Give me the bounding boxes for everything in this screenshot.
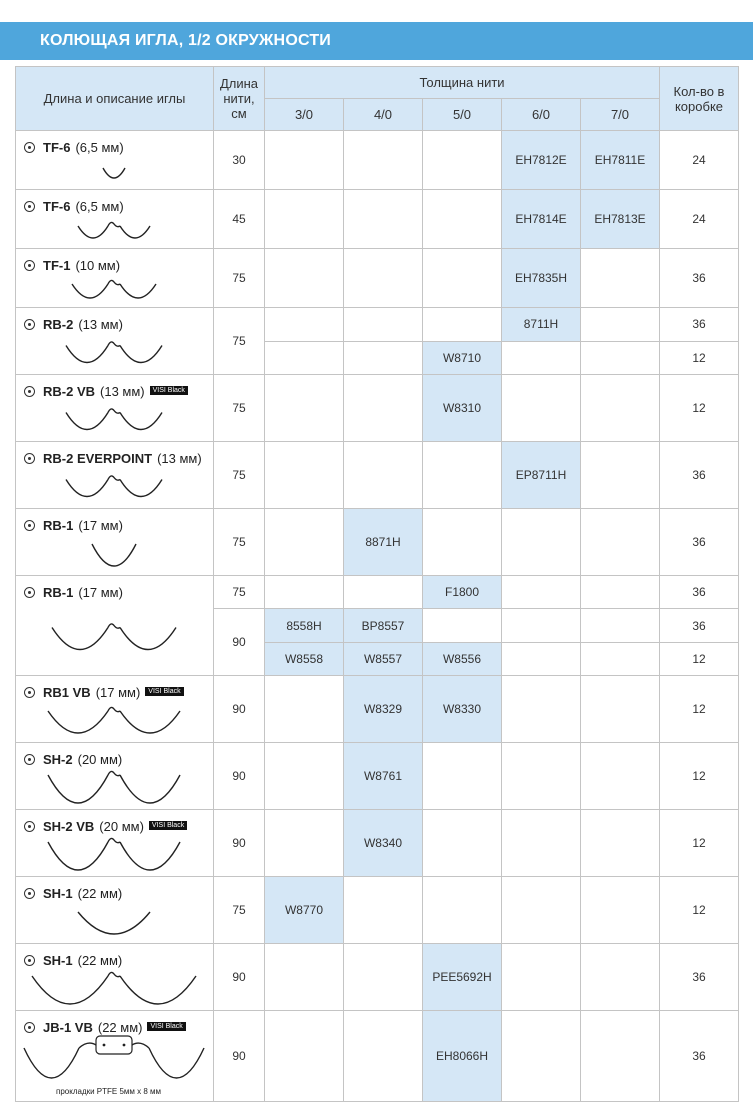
col-desc-header: Длина и описание иглы (16, 67, 214, 131)
needle-curve-icon (16, 576, 212, 675)
product-code: W8710 (423, 341, 502, 375)
needle-table (15, 66, 739, 1102)
product-code: EH8066H (423, 1011, 502, 1102)
product-code: W8558 (265, 643, 344, 676)
thread-length: 75 (214, 375, 265, 442)
product-code: W8310 (423, 375, 502, 442)
table-row (16, 375, 739, 442)
product-code (344, 576, 423, 609)
needle-description (16, 509, 214, 576)
needle-size: (17 мм) (78, 518, 123, 533)
box-quantity: 12 (660, 877, 739, 944)
box-quantity: 12 (660, 375, 739, 442)
table-row (16, 249, 739, 308)
needle-size: (22 мм) (77, 953, 123, 968)
needle-name: SH-1 (43, 953, 73, 968)
thread-length: 75 (214, 308, 265, 375)
table-row (16, 509, 739, 576)
product-code (581, 944, 660, 1011)
product-code: EP8711H (502, 442, 581, 509)
box-quantity: 36 (660, 509, 739, 576)
needle-curve-icon (16, 308, 212, 374)
table-row (16, 442, 739, 509)
product-code (423, 190, 502, 249)
product-code: PEE5692H (423, 944, 502, 1011)
needle-description (16, 743, 214, 810)
product-code (502, 810, 581, 877)
thread-length: 90 (214, 609, 265, 676)
box-quantity: 24 (660, 190, 739, 249)
needle-curve-icon (16, 442, 212, 508)
product-code (265, 676, 344, 743)
product-code (265, 810, 344, 877)
box-quantity: 36 (660, 249, 739, 308)
product-code: 8711H (502, 308, 581, 342)
needle-size: (22 мм) (77, 886, 123, 901)
needle-curve-icon (16, 249, 212, 307)
product-code: EH7811E (581, 131, 660, 190)
table-row (16, 131, 739, 190)
product-code (265, 944, 344, 1011)
product-code (344, 442, 423, 509)
pad-note: прокладки PTFE 5мм x 8 мм (56, 1087, 162, 1096)
needle-name: SH-2 (43, 752, 73, 767)
product-code (502, 375, 581, 442)
product-code (502, 944, 581, 1011)
thread-length: 90 (214, 810, 265, 877)
needle-name: SH-1 (43, 886, 73, 901)
needle-name: RB-2 EVERPOINT (43, 451, 153, 466)
product-code: W8556 (423, 643, 502, 676)
thread-length: 30 (214, 131, 265, 190)
needle-description (16, 131, 214, 190)
product-code (502, 609, 581, 643)
product-code (502, 743, 581, 810)
product-code (423, 442, 502, 509)
needle-size: (17 мм) (78, 585, 123, 600)
table-row (16, 676, 739, 743)
product-code (581, 308, 660, 342)
product-code (502, 341, 581, 375)
col-size-header: 5/0 (423, 99, 502, 131)
product-code (581, 877, 660, 944)
box-quantity: 12 (660, 743, 739, 810)
needle-name: TF-6 (43, 140, 71, 155)
section-header (0, 22, 753, 60)
product-code (344, 308, 423, 342)
product-code (423, 609, 502, 643)
table-row (16, 308, 739, 342)
table-row (16, 810, 739, 877)
product-code (581, 643, 660, 676)
product-code (265, 375, 344, 442)
box-quantity: 36 (660, 308, 739, 342)
product-code (344, 1011, 423, 1102)
product-code (581, 576, 660, 609)
needle-size: (6,5 мм) (75, 199, 124, 214)
product-code: F1800 (423, 576, 502, 609)
product-code: W8329 (344, 676, 423, 743)
product-code (265, 190, 344, 249)
needle-size: (20 мм) (77, 752, 123, 767)
thread-length: 75 (214, 576, 265, 609)
product-code: W8340 (344, 810, 423, 877)
visi-black-badge: VISI Black (150, 386, 188, 395)
needle-name: RB-1 (43, 585, 74, 600)
visi-black-badge: VISI Black (147, 1022, 185, 1031)
col-qty-header: Кол-во в коробке (660, 67, 739, 131)
product-code (344, 375, 423, 442)
needle-description (16, 190, 214, 249)
visi-black-badge: VISI Black (149, 821, 187, 830)
needle-size: (10 мм) (75, 258, 121, 273)
needle-name: TF-1 (43, 258, 71, 273)
needle-description (16, 810, 214, 877)
product-code (581, 810, 660, 877)
product-code (265, 576, 344, 609)
needle-name: SH-2 VB (43, 819, 95, 834)
product-code (423, 743, 502, 810)
needle-curve-icon (16, 743, 212, 809)
thread-length: 75 (214, 249, 265, 308)
product-code: 8871H (344, 509, 423, 576)
col-size-header: 6/0 (502, 99, 581, 131)
product-code (265, 341, 344, 375)
product-code (344, 877, 423, 944)
product-code (581, 375, 660, 442)
product-code (502, 877, 581, 944)
table-row (16, 743, 739, 810)
product-code: EH7812E (502, 131, 581, 190)
needle-curve-icon (16, 877, 212, 943)
product-code: W8557 (344, 643, 423, 676)
needle-name: RB-2 VB (43, 384, 96, 399)
needle-size: (13 мм) (78, 317, 123, 332)
needle-name: TF-6 (43, 199, 71, 214)
product-code (423, 877, 502, 944)
product-code (581, 341, 660, 375)
col-size-header: 4/0 (344, 99, 423, 131)
thread-length: 75 (214, 442, 265, 509)
box-quantity: 24 (660, 131, 739, 190)
needle-size: (17 мм) (95, 685, 141, 700)
needle-curve-icon (16, 131, 212, 189)
product-code (344, 131, 423, 190)
product-code (265, 249, 344, 308)
product-code: 8558H (265, 609, 344, 643)
visi-black-badge: VISI Black (145, 687, 183, 696)
product-code (265, 131, 344, 190)
needle-name: RB1 VB (43, 685, 91, 700)
product-code (265, 743, 344, 810)
needle-description (16, 676, 214, 743)
product-code (423, 308, 502, 342)
product-code: W8330 (423, 676, 502, 743)
product-code (502, 509, 581, 576)
needle-description (16, 308, 214, 375)
product-code (265, 1011, 344, 1102)
product-code (502, 1011, 581, 1102)
box-quantity: 36 (660, 944, 739, 1011)
product-code (423, 249, 502, 308)
product-code (423, 131, 502, 190)
thread-length: 45 (214, 190, 265, 249)
box-quantity: 12 (660, 810, 739, 877)
product-code (502, 576, 581, 609)
needle-size: (22 мм) (97, 1020, 143, 1035)
product-code (581, 442, 660, 509)
table-row (16, 190, 739, 249)
product-code (581, 676, 660, 743)
needle-size: (13 мм) (100, 384, 145, 399)
product-code (344, 190, 423, 249)
product-code (581, 249, 660, 308)
needle-curve-icon (16, 509, 212, 575)
product-code (581, 609, 660, 643)
product-code (423, 509, 502, 576)
thread-length: 75 (214, 509, 265, 576)
product-code (502, 643, 581, 676)
product-code (581, 1011, 660, 1102)
product-code (581, 743, 660, 810)
product-code: W8770 (265, 877, 344, 944)
needle-name: RB-1 (43, 518, 74, 533)
table-row (16, 877, 739, 944)
product-code (344, 341, 423, 375)
product-code: EH7835H (502, 249, 581, 308)
product-code (265, 509, 344, 576)
needle-description (16, 249, 214, 308)
product-code (265, 442, 344, 509)
col-length-header: Длина нити, см (214, 67, 265, 131)
col-thickness-header: Толщина нити (265, 67, 660, 99)
product-code: EH7813E (581, 190, 660, 249)
box-quantity: 36 (660, 442, 739, 509)
table-row (16, 944, 739, 1011)
needle-size: (6,5 мм) (75, 140, 124, 155)
needle-curve-icon (16, 676, 212, 742)
needle-description (16, 442, 214, 509)
section-title: КОЛЮЩАЯ ИГЛА, 1/2 ОКРУЖНОСТИ (40, 32, 331, 49)
product-code (502, 676, 581, 743)
product-code: W8761 (344, 743, 423, 810)
box-quantity: 12 (660, 643, 739, 676)
product-code (344, 944, 423, 1011)
col-size-header: 3/0 (265, 99, 344, 131)
needle-size: (20 мм) (99, 819, 144, 834)
table-row (16, 576, 739, 609)
needle-description (16, 944, 214, 1011)
product-code (423, 810, 502, 877)
needle-size: (13 мм) (157, 451, 202, 466)
product-code (344, 249, 423, 308)
needle-curve-icon (16, 944, 212, 1010)
box-quantity: 36 (660, 576, 739, 609)
box-quantity: 12 (660, 676, 739, 743)
product-code: EH7814E (502, 190, 581, 249)
thread-length: 90 (214, 1011, 265, 1102)
needle-curve-icon (16, 810, 212, 876)
thread-length: 90 (214, 944, 265, 1011)
thread-length: 90 (214, 676, 265, 743)
needle-description (16, 576, 214, 676)
table-row (16, 1011, 739, 1102)
thread-length: 75 (214, 877, 265, 944)
product-code (265, 308, 344, 342)
box-quantity: 36 (660, 1011, 739, 1102)
needle-name: JB-1 VB (43, 1020, 93, 1035)
needle-curve-icon (16, 375, 212, 441)
product-code (581, 509, 660, 576)
col-size-header: 7/0 (581, 99, 660, 131)
box-quantity: 36 (660, 609, 739, 643)
needle-description (16, 375, 214, 442)
needle-description (16, 877, 214, 944)
product-code: BP8557 (344, 609, 423, 643)
needle-description (16, 1011, 214, 1102)
box-quantity: 12 (660, 341, 739, 375)
thread-length: 90 (214, 743, 265, 810)
needle-name: RB-2 (43, 317, 74, 332)
needle-curve-icon (16, 190, 212, 248)
